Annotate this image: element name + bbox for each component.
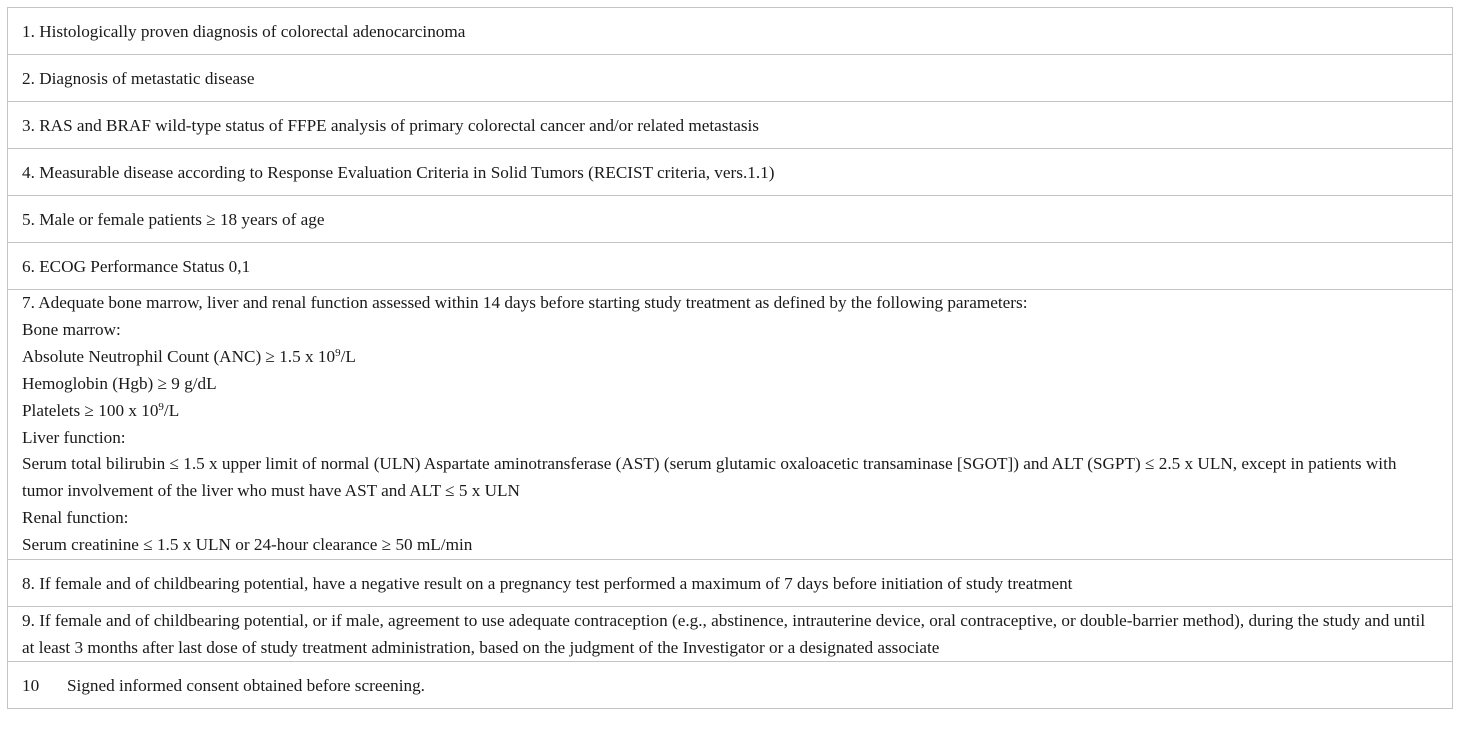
anc-text: Absolute Neutrophil Count (ANC) ≥ 1.5 x 10 [22, 346, 336, 366]
criterion-3-text: 3. RAS and BRAF wild-type status of FFPE analysis of primary colorectal cancer and/or related metastasis [8, 102, 1453, 149]
platelets-line [22, 398, 1438, 425]
criterion-row-9 [8, 607, 1453, 662]
criterion-row-8 [8, 560, 1453, 607]
criterion-row-5 [8, 196, 1453, 243]
platelets-exponent: 9 [158, 400, 164, 413]
inclusion-criteria-table [7, 7, 1453, 709]
criterion-2-text: 2. Diagnosis of metastatic disease [8, 55, 1453, 102]
criterion-10-text: Signed informed consent obtained before screening. [67, 675, 425, 695]
criterion-1-text: 1. Histologically proven diagnosis of colorectal adenocarcinoma [8, 8, 1453, 55]
renal-function-text: Serum creatinine ≤ 1.5 x ULN or 24-hour clearance ≥ 50 mL/min [22, 535, 473, 555]
criterion-4-text: 4. Measurable disease according to Response Evaluation Criteria in Solid Tumors (RECIST criteria, vers.1.1) [8, 149, 1453, 196]
hemoglobin-line: Hemoglobin (Hgb) ≥ 9 g/dL [22, 373, 217, 393]
criterion-10-cell [8, 662, 1453, 709]
anc-line [22, 344, 1438, 371]
criterion-row-7 [8, 290, 1453, 560]
liver-function-text: Serum total bilirubin ≤ 1.5 x upper limit of normal (ULN) Aspartate aminotransferase (AST) (serum glutamic oxaloacetic transaminase [SGOT]) and ALT (SGPT) ≤ 2.5 x ULN, except in patients with tumor involvement of the liver who must have AST and ALT ≤ 5 x ULN [22, 454, 1397, 501]
criterion-10-number: 10 [22, 675, 40, 695]
criterion-5-text: 5. Male or female patients ≥ 18 years of age [8, 196, 1453, 243]
criterion-6-text: 6. ECOG Performance Status 0,1 [8, 243, 1453, 290]
criterion-7-cell [8, 290, 1453, 560]
criterion-row-10 [8, 662, 1453, 709]
bone-marrow-heading: Bone marrow: [22, 319, 121, 339]
platelets-text: Platelets ≥ 100 x 10 [22, 400, 159, 420]
criterion-row-2 [8, 55, 1453, 102]
criterion-row-1 [8, 8, 1453, 55]
renal-function-heading: Renal function: [22, 508, 129, 528]
anc-exponent: 9 [335, 346, 341, 359]
criterion-7-intro: 7. Adequate bone marrow, liver and renal function assessed within 14 days before starting study treatment as defined by the following parameters: [22, 293, 1028, 312]
liver-function-heading: Liver function: [22, 427, 126, 447]
platelets-unit: /L [163, 400, 180, 420]
criterion-row-4 [8, 149, 1453, 196]
criterion-row-6 [8, 243, 1453, 290]
criterion-8-text: 8. If female and of childbearing potential, have a negative result on a pregnancy test performed a maximum of 7 days before initiation of study treatment [8, 560, 1453, 607]
anc-unit: /L [340, 346, 356, 366]
criterion-9-text: 9. If female and of childbearing potential, or if male, agreement to use adequate contraception (e.g., abstinence, intrauterine device, oral contraceptive, or double-barrier method), during the study and until at least 3 months after last dose of study treatment administration, based on the judgment of the Investigator or a designated associate [8, 607, 1453, 662]
criterion-row-3 [8, 102, 1453, 149]
